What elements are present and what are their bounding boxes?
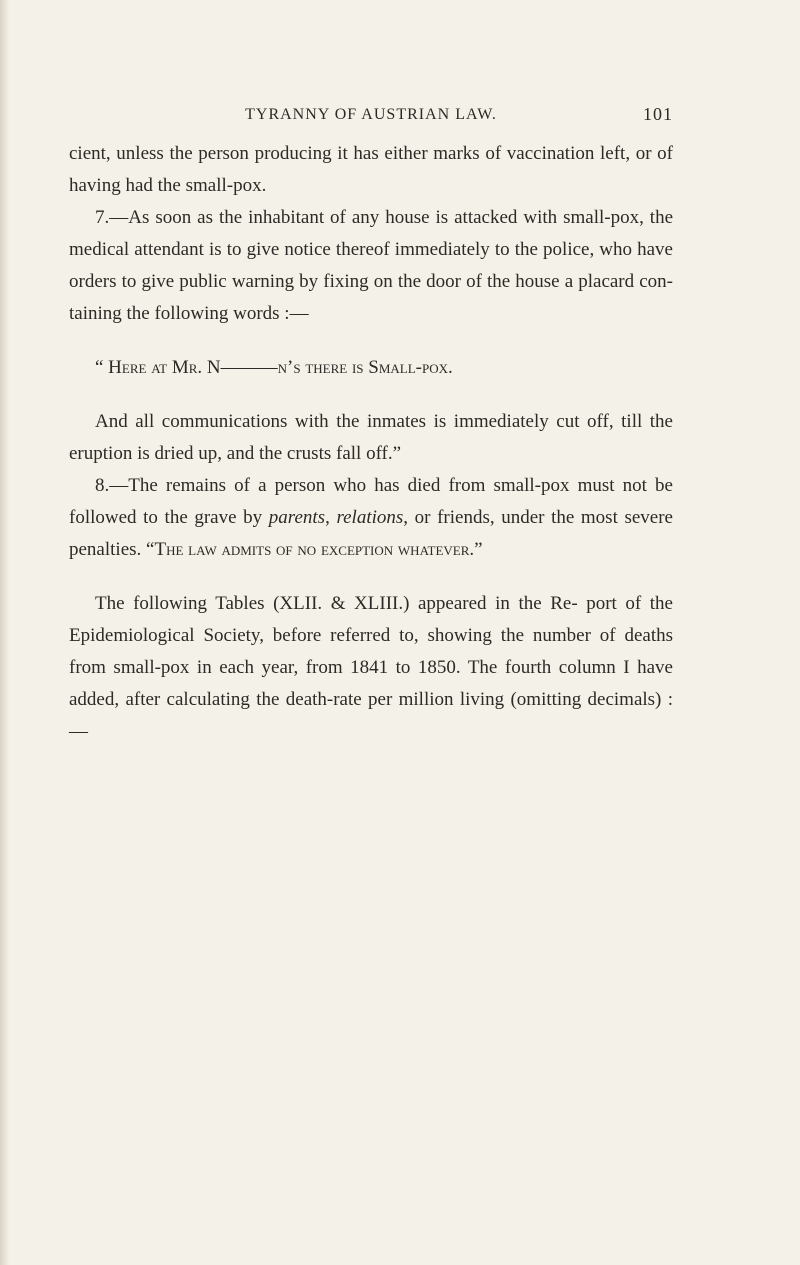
paragraph-tables-intro: The following Tables (XLII. & XLIII.) appeared in the Re- port of the Epidemiological Society, before referred to, showing the number of deaths from small-pox in each year, from 1841 to 1850. The fourth column I have added, after calculating the death-rate per million living (omitting decimals) :— (69, 593, 673, 742)
rule-8-separator: , (325, 507, 337, 528)
running-head (69, 100, 673, 126)
paragraph-rule-7: 7.—As soon as the inhabitant of any house is attacked with small-pox, the medical attendant is to give notice thereof immediately to the police, who have orders to give public warning by fixing on the door of the house a placard con- taining the following words :— (69, 207, 673, 324)
running-title: TYRANNY OF AUSTRIAN LAW. (245, 106, 497, 123)
placard-quote: “ Here at Mr. N———n’s there is Small-pox. (95, 357, 453, 378)
paragraph-continuation: cient, unless the person producing it has either marks of vaccination left, or of having had the small-pox. (69, 143, 673, 196)
law-exception-quote: “The law admits of no exception whatever.” (146, 539, 483, 560)
rule-8-text-start: 8.—The remains of a person who has died from small-pox must not be followed to the grave by (69, 475, 673, 528)
page-number: 101 (643, 104, 673, 124)
book-page (69, 100, 673, 748)
emphasis-parents: parents (268, 507, 326, 528)
page-spine-edge (0, 0, 9, 1265)
paragraph-communications: And all communications with the inmates is immediately cut off, till the eruption is dried up, and the crusts fall off.” (69, 411, 673, 464)
emphasis-relations: relations (336, 507, 404, 528)
rule-8-text-middle: , or friends, under the most severe penalties. (69, 507, 673, 560)
paragraph-rule-8 (69, 470, 673, 566)
body-text (69, 138, 673, 748)
